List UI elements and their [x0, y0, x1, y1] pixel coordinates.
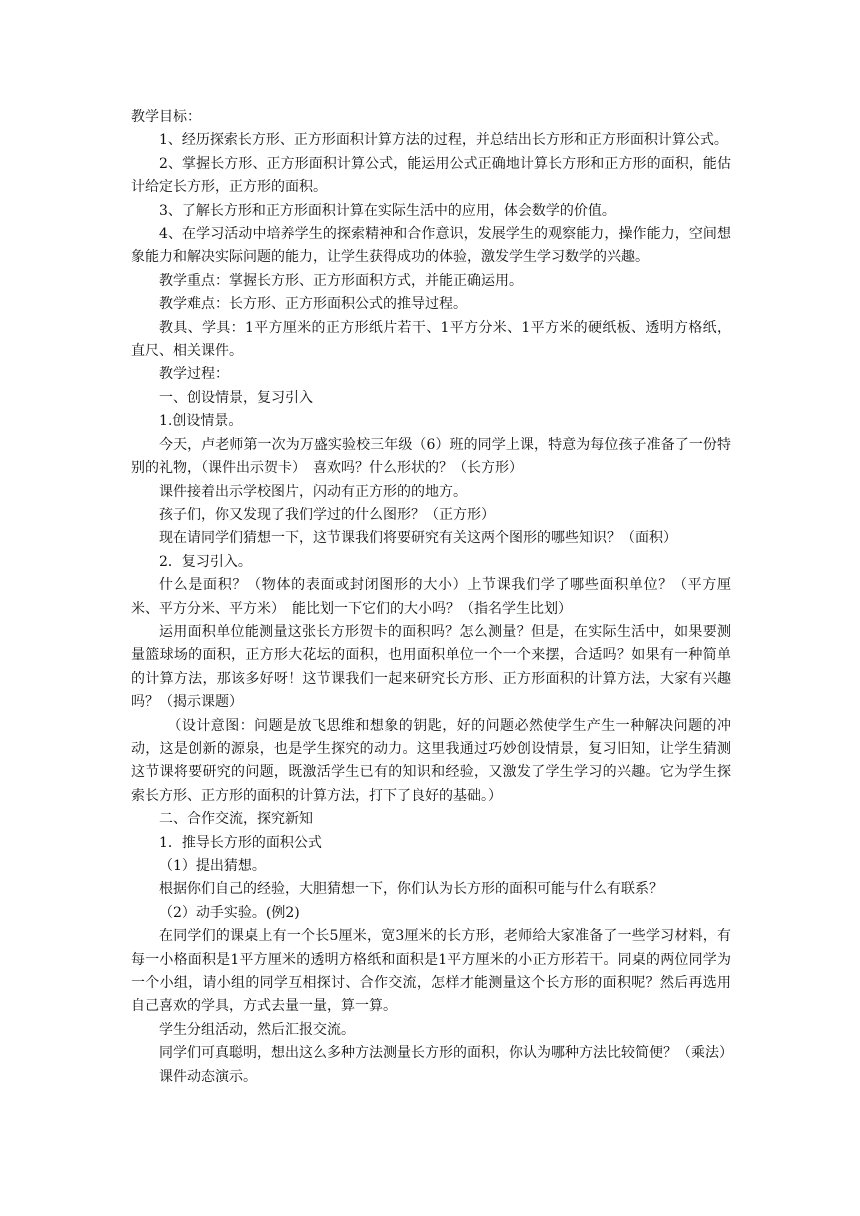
paragraph-intro-gift: 今天，卢老师第一次为万盛实验校三年级（6）班的同学上课，特意为每位孩子准备了一份特别的礼物，（课件出示贺卡） 喜欢吗？什么形状的？（长方形） — [131, 436, 731, 477]
paragraph-found-shape: 孩子们，你又发现了我们学过的什么图形？（正方形） — [159, 506, 495, 523]
teaching-key-point: 教学重点：掌握长方形、正方形面积方式，并能正确运用。 — [159, 272, 523, 289]
subsection-2-1: 1．推导长方形的面积公式 — [159, 834, 322, 851]
step-1-hypothesis: （1）提出猜想。 — [159, 858, 266, 874]
step-2-experiment: （2）动手实验。(例2) — [159, 904, 300, 921]
section-1-title: 一、创设情景，复习引入 — [159, 389, 313, 406]
paragraph-group-activity: 学生分组活动，然后汇报交流。 — [159, 1021, 355, 1038]
goal-3: 3、了解长方形和正方形面积计算在实际生活中的应用，体会数学的价值。 — [159, 202, 616, 219]
paragraph-guess-relation: 根据你们自己的经验，大胆猜想一下，你们认为长方形的面积可能与什么有联系？ — [159, 881, 663, 898]
paragraph-measure-card: 运用面积单位能测量这张长方形贺卡的面积吗？怎么测量？但是，在实际生活中，如果要测量篮球场的面积，正方形大花坛的面积，也用面积单位一个一个来摆，合适吗？如果有一种简单的计算方法，那该多好呀！这节课我们一起来研究长方形、正方形面积的计算方法，大家有兴趣吗？（揭示课题） — [131, 623, 731, 711]
section-2-title: 二、合作交流，探究新知 — [159, 811, 313, 828]
goal-2: 2、掌握长方形、正方形面积计算公式，能运用公式正确地计算长方形和正方形的面积，能估计给定长方形，正方形的面积。 — [131, 155, 731, 196]
paragraph-simplest-method: 同学们可真聪明，想出这么多种方法测量长方形的面积，你认为哪种方法比较简便？（乘法） — [159, 1045, 733, 1062]
paragraph-what-is-area: 什么是面积？（物体的表面或封闭图形的大小）上节课我们学了哪些面积单位？（平方厘米、平方分米、平方米） 能比划一下它们的大小吗？（指名学生比划） — [131, 577, 731, 617]
paragraph-experiment-materials: 在同学们的课桌上有一个长5厘米，宽3厘米的长方形，老师给大家准备了一些学习材料，有每一小格面积是1平方厘米的透明方格纸和面积是1平方厘米的小正方形若干。同桌的两位同学为一个小组，请小组的同学互相探讨、合作交流，怎样才能测量这个长方形的面积呢？然后再选用自己喜欢的学具，方式去量一量，算一算。 — [131, 928, 731, 1015]
teaching-difficulty: 教学难点：长方形、正方形面积公式的推导过程。 — [159, 296, 467, 313]
paragraph-guess-topic: 现在请同学们猜想一下，这节课我们将要研究有关这两个图形的哪些知识？（面积） — [159, 530, 677, 547]
subsection-1-1: 1.创设情景。 — [159, 413, 243, 430]
goal-1: 1、经历探索长方形、正方形面积计算方法的过程，并总结出长方形和正方形面积计算公式。 — [159, 132, 728, 149]
goal-4: 4、在学习活动中培养学生的探索精神和合作意识，发展学生的观察能力，操作能力，空间想象能力和解决实际问题的能力，让学生获得成功的体验，激发学生学习数学的兴趣。 — [131, 226, 731, 266]
paragraph-school-picture: 课件接着出示学校图片，闪动有正方形的的地方。 — [159, 483, 467, 500]
teaching-aids: 教具、学具：1平方厘米的正方形纸片若干、1平方分米、1平方米的硬纸板、透明方格纸，直尺、相关课件。 — [131, 319, 731, 360]
heading-teaching-process: 教学过程： — [159, 366, 229, 383]
document-page — [131, 106, 731, 1089]
paragraph-design-intent: （设计意图：问题是放飞思维和想象的钥匙，好的问题必然使学生产生一种解决问题的冲动，这是创新的源泉，也是学生探究的动力。这里我通过巧妙创设情景，复习旧知，让学生猜测这节课将要研究的问题，既激活学生已有的知识和经验，又激发了学生学习的兴趣。它为学生探索长方形、正方形的面积的计算方法，打下了良好的基础。） — [131, 717, 731, 804]
subsection-1-2: 2．复习引入。 — [159, 553, 252, 570]
heading-teaching-goals: 教学目标： — [131, 109, 201, 125]
paragraph-courseware-demo: 课件动态演示。 — [159, 1068, 257, 1085]
